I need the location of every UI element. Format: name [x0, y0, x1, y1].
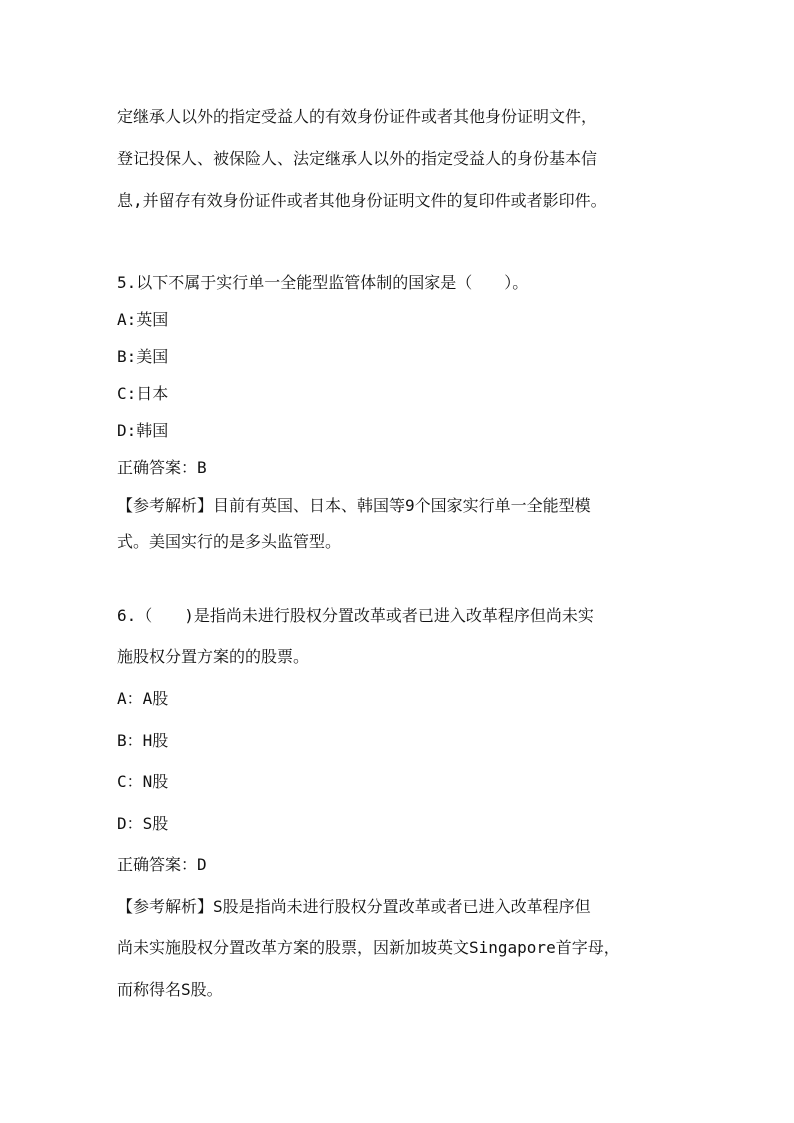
- q6-question-line-1: 6.（ )是指尚未进行股权分置改革或者已进入改革程序但尚未实: [117, 606, 594, 625]
- q6-analysis-line-2: 尚未实施股权分置改革方案的股票，因新加坡英文Singapore首字母，: [117, 938, 620, 957]
- q6-option-d: D：S股: [117, 814, 169, 833]
- intro-line-1: 定继承人以外的指定受益人的有效身份证件或者其他身份证明文件，: [117, 107, 598, 126]
- q6-option-c: C：N股: [117, 772, 169, 791]
- q5-answer: 正确答案：B: [117, 458, 207, 477]
- intro-line-3: 息,并留存有效身份证件或者其他身份证明文件的复印件或者影印件。: [117, 191, 607, 210]
- intro-line-2: 登记投保人、被保险人、法定继承人以外的指定受益人的身份基本信: [117, 149, 598, 168]
- q6-option-b: B：H股: [117, 731, 169, 750]
- q6-option-a: A：A股: [117, 689, 169, 708]
- q5-analysis-line-2: 式。美国实行的是多头监管型。: [117, 532, 342, 551]
- q5-option-a: A:英国: [117, 310, 169, 329]
- q6-analysis-line-3: 而称得名S股。: [117, 980, 223, 999]
- q5-option-d: D:韩国: [117, 421, 169, 440]
- q6-question-line-2: 施股权分置方案的的股票。: [117, 647, 310, 666]
- q5-option-c: C:日本: [117, 384, 169, 403]
- q5-option-b: B:美国: [117, 347, 169, 366]
- q6-analysis-line-1: 【参考解析】S股是指尚未进行股权分置改革或者已进入改革程序但: [117, 897, 591, 916]
- q5-question: 5.以下不属于实行单一全能型监管体制的国家是（ ）。: [117, 273, 529, 292]
- q6-answer: 正确答案：D: [117, 855, 207, 874]
- q5-analysis-line-1: 【参考解析】目前有英国、日本、韩国等9个国家实行单一全能型模: [117, 496, 591, 515]
